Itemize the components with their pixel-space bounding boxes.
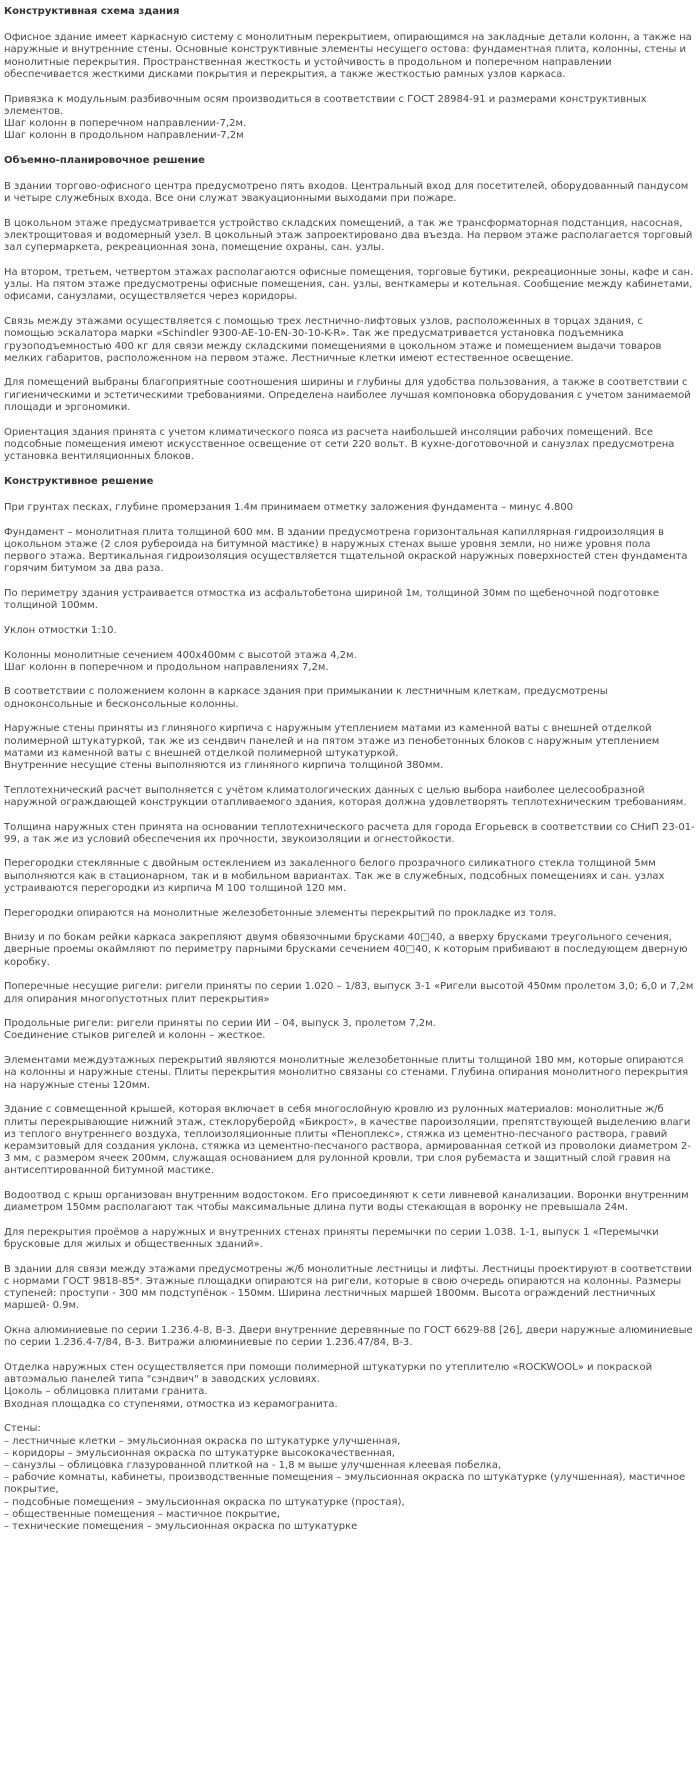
paragraph: На втором, третьем, четвертом этажах располагаются офисные помещения, торговые бутики, рекреационные зоны, кафе и сан. узлы. На пятом этаже предусмотрены офисные помещения, сан. узлы, венткамеры и котельная. Сообщение между кабинетами, офисами, санузлами, осуществляется через коридоры. (4, 267, 694, 303)
paragraph: Здание с совмещенной крышей, которая включает в себя многослойную кровлю из рулонных материалов: монолитные ж/б плиты перекрывающие нижний этаж, стеклоруберойд «Бикрост», в качестве пароизоляции, препятствующей выделению влаги из теплого внутреннего воздуха, теплоизоляционные плиты «Пеноплекс», стяжка из цементно-песчаного раствора, гравий керамзитовый для создания уклона, стяжка из цементно-песчаного раствора, армированная сеткой из проволоки диаметром 2-3 мм, с размером ячеек 200мм, служащая основанием для рулонной кровли, три слоя рубемаста и защитный слой гравия на антисептированной битумной мастике. (4, 1104, 691, 1177)
section-heading: Конструктивная схема здания (4, 6, 180, 17)
section-heading: Конструктивное решение (4, 475, 154, 487)
paragraph: Стены: – лестничные клетки – эмульсионная окраска по штукатурке улучшенная, – коридоры – эмульсионная окраска по штукатурке высококачественная, – санузлы – облицовка глазурованной плиткой на - 1,8 м выше улучшенная клеевая побелка, – рабочие комнаты, кабинеты, производственные помещения – эмульсионная окраска по штукатурке (улучшенная), мастичное покрытие, – подсобные помещения – эмульсионная окраска по штукатурке (простая), – общественные помещения – мастичное покрытие, – технические помещения – эмульсионная окраска по штукатурке (4, 1423, 686, 1532)
paragraph: Привязка к модульным разбивочным осям производиться в соответствии с ГОСТ 28984-91 и размерами конструктивных элементов. Шаг колонн в поперечном направлении-7,2м. Шаг колонн в продольном направлении-7,2м (4, 93, 647, 142)
paragraph: В здании для связи между этажами предусмотрены ж/б монолитные лестницы и лифты. Лестницы проектируют в соответствии с нормами ГОСТ 9818-85*. Этажные площадки опираются на ригели, которые в свою очередь опираются на колонны. Размеры ступеней: проступи - 300 мм подступёнок - 150мм. Ширина лестничных маршей 1800мм. Высота ограждений лестничных маршей- 0.9м. (4, 1263, 692, 1312)
paragraph: Фундамент – монолитная плита толщиной 600 мм. В здании предусмотрена горизонтальная капиллярная гидроизоляция в цокольном этаже (2 слоя рубероида на битумной мастике) в наружных стенах выше уровня земли, но ниже уровня пола первого этажа. Вертикальная гидроизоляция осуществляется тщательной окраской наружных поверхностей стен фундамента горячим битумом за два раза. (4, 526, 688, 575)
paragraph: По периметру здания устраивается отмостка из асфальтобетона шириной 1м, толщиной 30мм по щебеночной подготовке толщиной 100мм. (4, 587, 659, 612)
paragraph: Наружные стены приняты из глиняного кирпича с наружным утеплением матами из каменной ваты с внешней отделкой полимерной штукатуркой, так же из сендвич панелей и на пятом этаже из пенобетонных блоков с наружным утеплением матами из каменной ваты с внешней отделкой полимерной штукатуркой. Внутренние несущие стены выполняются из глиняного кирпича толщиной 380мм. (4, 723, 660, 771)
paragraph: При грунтах песках, глубине промерзания 1.4м принимаем отметку заложения фундамента – минус 4.800 (4, 501, 574, 513)
paragraph: Для перекрытия проёмов а наружных и внутренних стенах приняты перемычки по серии 1.038. 1-1, выпуск 1 «Перемычки брусковые для жилых и общественных зданий». (4, 1226, 659, 1251)
paragraph: В цокольном этаже предусматривается устройство складских помещений, а так же трансформаторная подстанция, насосная, электрощитовая и водомерный узел. В цокольный этаж запроектировано два въезда. На первом этаже располагается торговый зал супермаркета, рекреационная зона, помещение охраны, сан. узлы. (4, 217, 693, 254)
paragraph: Уклон отмостки 1:10. (4, 624, 117, 636)
paragraph: В здании торгово-офисного центра предусмотрено пять входов. Центральный вход для посетителей, оборудованный пандусом и четыре служебных входа. Все они служат эвакуационными выходами при пожаре. (4, 181, 689, 205)
paragraph: Колонны монолитные сечением 400x400мм с высотой этажа 4,2м. Шаг колонн в поперечном и продольном направлениях 7,2м. (4, 649, 357, 673)
paragraph: Водоотвод с крыш организован внутренним водостоком. Его присоединяют к сети ливневой канализации. Воронки внутренним диаметром 150мм располагают так чтобы максимальные длина пути воды стекающая в воронку не превышала 24м. (4, 1190, 689, 1214)
paragraph: Поперечные несущие ригели: ригели приняты по серии 1.020 – 1/83, выпуск 3-1 «Ригели высотой 450мм пролетом 3,0; 6,0 и 7,2м для опирания многопустотных плит перекрытия» (4, 981, 694, 1005)
paragraph: Толщина наружных стен принята на основании теплотехнического расчета для города Егорьевск в соответствии со СНиП 23-01-99, а так же из условий обеспечения их прочности, звукоизоляции и огнестойкости. (4, 821, 695, 845)
paragraph: Ориентация здания принята с учетом климатического пояса из расчета наибольшей инсоляции рабочих помещений. Все подсобные помещения имеют искусственное освещение от сети 220 вольт. В кухне-доготовочной и санузлах предусмотрена установка вентиляционных блоков. (4, 426, 675, 462)
paragraph: Перегородки стеклянные с двойным остеклением из закаленного белого прозрачного силикатного стекла толщиной 5мм выполняются как в стационарном, так и в мобильном вариантах. Так же в служебных, подсобных помещениях и сан. узлах устраиваются перегородки из кирпича М 100 толщиной 120 мм. (4, 858, 665, 894)
paragraph: Офисное здание имеет каркасную систему с монолитным перекрытием, опирающимся на закладные детали колонн, а также на наружные и внутренние стены. Основные конструктивные элементы несущего остова: фундаментная плита, колонны, стены и монолитные перекрытия. Пространственная жесткость и устойчивость в продольном и поперечном направлении обеспечивается жесткими дисками покрытия и перекрытия, а также жесткостью рамных узлов каркаса. (4, 32, 692, 80)
paragraph: Элементами междуэтажных перекрытий являются монолитные железобетонные плиты толщиной 180 мм, которые опираются на колонны и наружные стены. Плиты перекрытия монолитно связаны со стенами. Глубина опирания монолитного перекрытия на наружные стены 120мм. (4, 1055, 689, 1091)
paragraph: Для помещений выбраны благоприятные соотношения ширины и глубины для удобства пользования, а также в соответствии с гигиеническими и эстетическими требованиями. Определена наиболее лучшая компоновка оборудования с учетом занимаемой площади и эргономики. (4, 377, 691, 413)
section-heading: Объемно-планировочное решение (4, 154, 205, 166)
paragraph: Связь между этажами осуществляется с помощью трех лестнично-лифтовых узлов, расположенных в торцах здания, с помощью эскалатора марки «Schindler 9300-AE-10-EN-30-10-K-R». Так же предусматривается установка подъемника грузоподъемностью 400 кг для связи между складскими помещениями в цокольном этаже и помещением выдачи товаров мелких габаритов, расположенном на первом этаже. Лестничные клетки имеют естественное освещение. (4, 316, 662, 364)
paragraph: Отделка наружных стен осуществляется при помощи полимерной штукатурки по утеплителю «ROCKWOOL» и покраской автоэмалью панелей типа "сэндвич" в заводских условиях. Цоколь – облицовка плитами гранита. Входная площадка со ступенями, отмостка из керамогранита. (4, 1362, 653, 1410)
paragraph: В соответствии с положением колонн в каркасе здания при примыкании к лестничным клеткам, предусмотрены одноконсольные и бесконсольные колонны. (4, 686, 608, 710)
paragraph: Продольные ригели: ригели приняты по серии ИИ – 04, выпуск 3, пролетом 7,2м. Соединение стыков ригелей и колонн – жесткое. (4, 1018, 436, 1042)
paragraph: Перегородки опираются на монолитные железобетонные элементы перекрытий по прокладке из толя. (4, 907, 557, 919)
paragraph: Теплотехнический расчет выполняется с учётом климатологических данных с целью выбора наиболее целесообразной наружной ограждающей конструкции отапливаемого здания, которая должна удовлетворять теплотехническим требованиям. (4, 784, 687, 808)
paragraph: Окна алюминиевые по серии 1.236.4-8, В-3. Двери внутренние деревянные по ГОСТ 6629-88 [26], двери наружные алюминиевые по серии 1.236.4-7/84, В-3. Витражи алюминиевые по серии 1.236.47/84, В-3. (4, 1325, 693, 1349)
paragraph: Внизу и по бокам рейки каркаса закрепляют двумя обвязочными брусками 40□40, а вверху брусками треугольного сечения, дверные проемы окаймляют по периметру парными брусками сечением 40□40, к которым прибивают в последующем дверную коробку. (4, 932, 688, 968)
